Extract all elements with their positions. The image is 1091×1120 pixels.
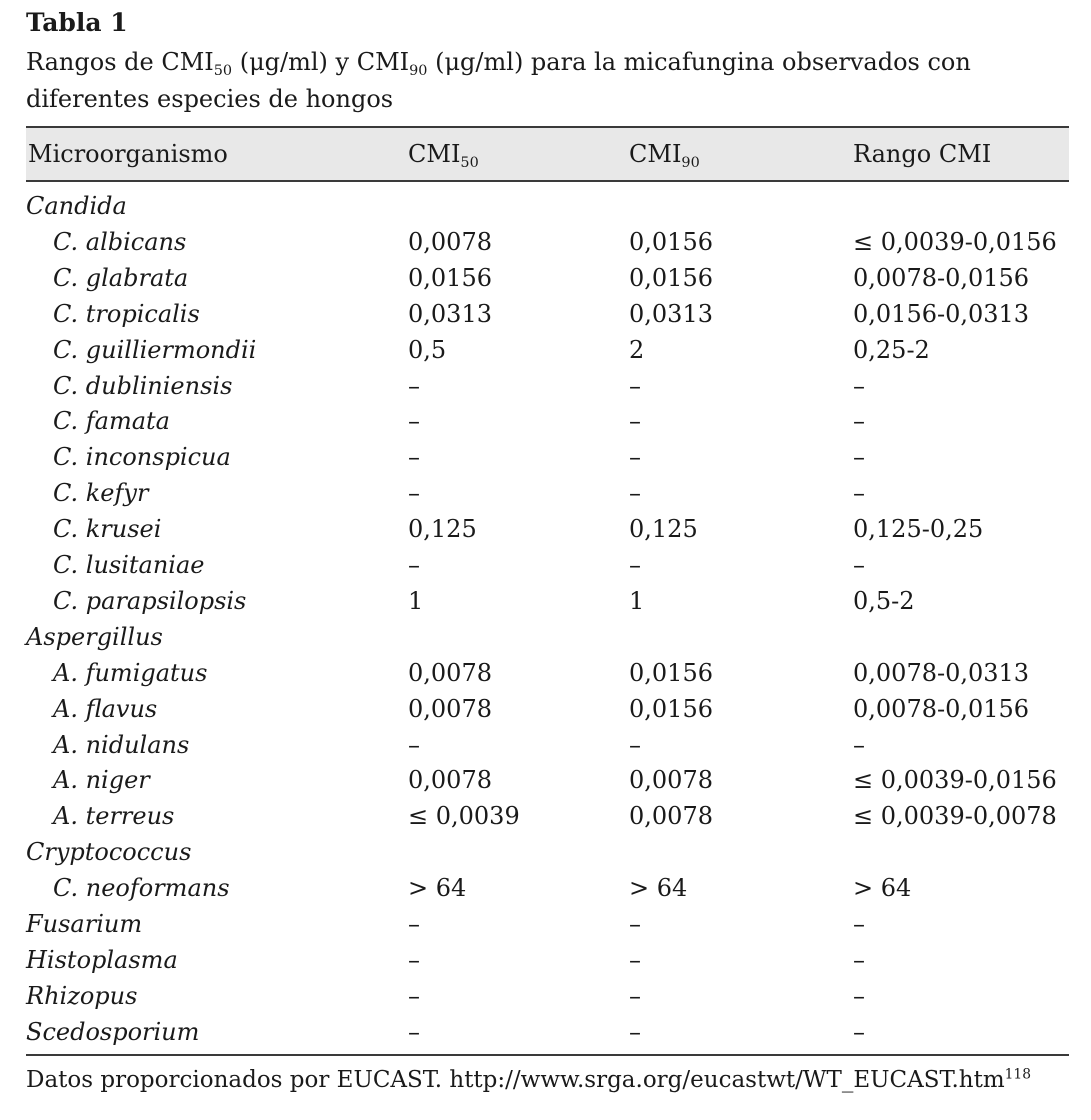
cmi90-value: 0,0078: [629, 766, 713, 795]
organism-name: C. neoformans: [53, 874, 230, 903]
cmi-range-value: –: [853, 910, 865, 938]
cmi-range-value: –: [853, 407, 865, 436]
cmi90-value: 2: [629, 335, 645, 364]
cmi50-value: 0,0078: [408, 694, 492, 723]
organism-name: C. tropicalis: [53, 299, 200, 328]
organism-name: C. guilliermondii: [53, 335, 257, 364]
cmi-range-value: 0,0078-0,0156: [853, 263, 1030, 292]
cmi50-value: –: [408, 1017, 420, 1046]
cmi50-value: –: [408, 371, 420, 400]
cmi-range-value: 0,0078-0,0156: [853, 694, 1030, 723]
cmi90-value: –: [629, 443, 641, 472]
cmi90-value: –: [629, 479, 641, 508]
cmi50-value: –: [408, 479, 420, 508]
organism-name: C. lusitaniae: [53, 551, 205, 579]
cmi50-value: –: [408, 443, 420, 472]
genus-label: Fusarium: [26, 910, 143, 938]
cmi50-value: 0,0078: [408, 766, 492, 795]
cmi50-value: –: [408, 730, 420, 759]
cmi50-value: 0,0078: [408, 658, 492, 687]
table-top-rule: [26, 126, 1069, 128]
cmi50-value: –: [408, 407, 420, 436]
cmi-range-value: 0,5-2: [853, 586, 915, 615]
cmi-range-value: 0,25-2: [853, 335, 930, 364]
header-cmi50-subscript: 50: [460, 155, 479, 172]
header-cmi90-subscript: 90: [681, 155, 700, 172]
caption-subscript: 90: [409, 63, 428, 80]
cmi-range-value: –: [853, 551, 865, 579]
cmi90-value: –: [629, 407, 641, 436]
genus-label: Histoplasma: [26, 945, 178, 974]
table-bottom-rule: [26, 1054, 1069, 1056]
cmi90-value: 0,125: [629, 515, 698, 544]
organism-name: C. dubliniensis: [53, 371, 233, 400]
caption-subscript: 50: [213, 63, 233, 80]
cmi90-value: –: [629, 1017, 641, 1046]
genus-label: Aspergillus: [26, 622, 163, 651]
header-cmi90: [629, 140, 700, 172]
cmi90-value: > 64: [629, 874, 688, 903]
cmi50-value: –: [408, 551, 420, 579]
cmi90-value: 0,0156: [629, 658, 713, 687]
cmi90-value: –: [629, 910, 641, 938]
cmi50-value: 0,0313: [408, 299, 492, 328]
header-cmi90-text: CMI: [629, 140, 682, 168]
cmi90-value: –: [629, 730, 641, 759]
organism-name: A. flavus: [53, 694, 158, 723]
cmi-range-value: ≤ 0,0039-0,0156: [853, 766, 1057, 795]
organism-name: C. famata: [53, 407, 170, 436]
cmi-range-value: 0,0156-0,0313: [853, 299, 1030, 328]
cmi90-value: 0,0156: [629, 263, 713, 292]
cmi90-value: 0,0156: [629, 227, 713, 256]
cmi90-value: –: [629, 945, 641, 974]
header-cmi50: [408, 140, 479, 172]
organism-name: A. niger: [53, 766, 150, 795]
cmi90-value: –: [629, 981, 641, 1010]
caption-text: Rangos de CMI: [26, 48, 214, 76]
table-caption-line-1: [26, 48, 971, 80]
table-caption-line-2: diferentes especies de hongos: [26, 85, 394, 113]
genus-label: Scedosporium: [26, 1017, 200, 1046]
organism-name: C. glabrata: [53, 263, 189, 292]
cmi50-value: –: [408, 910, 420, 938]
header-cmi50-text: CMI: [408, 140, 461, 168]
cmi-range-value: 0,0078-0,0313: [853, 658, 1030, 687]
cmi90-value: –: [629, 371, 641, 400]
table-label: Tabla 1: [26, 8, 128, 37]
footnote-reference: 118: [1004, 1066, 1031, 1083]
organism-name: A. fumigatus: [53, 658, 208, 687]
cmi-range-value: ≤ 0,0039-0,0078: [853, 802, 1057, 831]
cmi-range-value: –: [853, 1017, 865, 1046]
genus-label: Rhizopus: [26, 981, 138, 1010]
organism-name: C. inconspicua: [53, 443, 231, 472]
organism-name: C. parapsilopsis: [53, 586, 247, 615]
genus-label: Cryptococcus: [26, 838, 192, 867]
cmi90-value: –: [629, 551, 641, 579]
cmi-range-value: –: [853, 479, 865, 508]
cmi-range-value: 0,125-0,25: [853, 515, 984, 544]
header-organism: Microorganismo: [28, 140, 228, 168]
cmi-range-value: –: [853, 945, 865, 974]
organism-name: A. terreus: [53, 802, 175, 831]
table-header-rule: [26, 180, 1069, 182]
table-footnote: [26, 1067, 1031, 1093]
cmi50-value: 1: [408, 586, 424, 615]
organism-name: C. krusei: [53, 515, 162, 544]
cmi90-value: 1: [629, 586, 645, 615]
caption-text: (μg/ml) y CMI: [232, 48, 410, 76]
cmi50-value: 0,0156: [408, 263, 492, 292]
cmi-range-value: ≤ 0,0039-0,0156: [853, 227, 1057, 256]
cmi50-value: ≤ 0,0039: [408, 802, 520, 831]
cmi50-value: 0,5: [408, 335, 447, 364]
cmi-range-value: –: [853, 981, 865, 1010]
cmi50-value: 0,125: [408, 515, 477, 544]
organism-name: C. kefyr: [53, 479, 149, 508]
cmi-range-value: –: [853, 443, 865, 472]
cmi90-value: 0,0313: [629, 299, 713, 328]
cmi50-value: 0,0078: [408, 227, 492, 256]
genus-label: Candida: [26, 192, 127, 220]
caption-text: (μg/ml) para la micafungina observados con: [427, 48, 971, 76]
cmi-range-value: –: [853, 371, 865, 400]
organism-name: C. albicans: [53, 227, 187, 256]
cmi-range-value: > 64: [853, 874, 912, 903]
header-range: Rango CMI: [853, 140, 992, 168]
cmi50-value: > 64: [408, 874, 467, 903]
cmi-range-value: –: [853, 730, 865, 759]
cmi90-value: 0,0156: [629, 694, 713, 723]
cmi50-value: –: [408, 981, 420, 1010]
organism-name: A. nidulans: [53, 730, 190, 759]
footnote-text: Datos proporcionados por EUCAST. http://www.srga.org/eucastwt/WT_EUCAST.htm: [26, 1067, 1005, 1093]
cmi90-value: 0,0078: [629, 802, 713, 831]
cmi50-value: –: [408, 945, 420, 974]
